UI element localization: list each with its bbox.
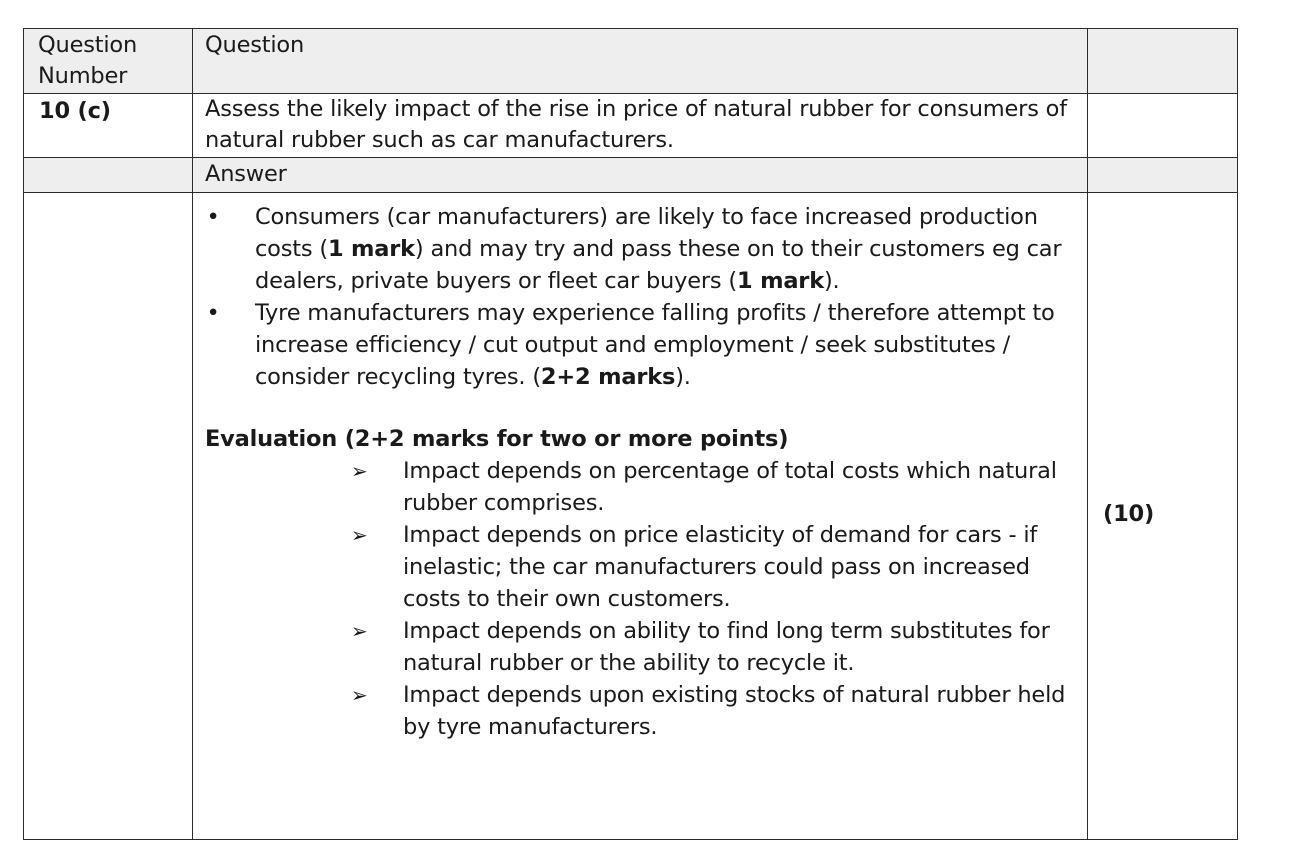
arrow-bullet-icon: ➢ bbox=[351, 619, 368, 643]
bullet-text-fragment: ) and may try and pass these on to their customers eg car dealers, private buyers or fleet car buyers ( bbox=[255, 236, 1062, 294]
header-question-number: Question Number bbox=[38, 32, 138, 89]
answer-marks-cell bbox=[1088, 193, 1238, 840]
question-marks-cell bbox=[1088, 94, 1238, 158]
answer-bullet-text bbox=[255, 300, 1055, 390]
bullet-text-fragment: ). bbox=[675, 364, 691, 390]
header-question-number-cell bbox=[24, 29, 193, 94]
answer-body-cell bbox=[193, 193, 1088, 840]
evaluation-point bbox=[205, 615, 1075, 679]
header-question: Question bbox=[205, 32, 305, 58]
question-row bbox=[24, 94, 1238, 158]
answer-bullet-text bbox=[255, 204, 1061, 294]
evaluation-point bbox=[205, 679, 1075, 743]
bullet-text-fragment: Consumers (car manufacturers) are likely to face increased production costs ( bbox=[255, 204, 1038, 262]
answer-label-marks-cell bbox=[1088, 158, 1238, 193]
evaluation-heading: Evaluation (2+2 marks for two or more points) bbox=[205, 426, 789, 452]
evaluation-point-text: Impact depends upon existing stocks of natural rubber held by tyre manufacturers. bbox=[403, 682, 1066, 740]
evaluation-point-text: Impact depends on price elasticity of demand for cars - if inelastic; the car manufacturers could pass on increased costs to their own customers. bbox=[403, 522, 1038, 612]
mark-scheme-sheet bbox=[23, 28, 1237, 840]
bullet-icon: • bbox=[206, 204, 220, 230]
answer-label-row bbox=[24, 158, 1238, 193]
answer-bullet-list bbox=[205, 201, 1075, 393]
arrow-bullet-icon: ➢ bbox=[351, 459, 368, 483]
bullet-text-fragment: Tyre manufacturers may experience falling profits / therefore attempt to increase efficiency / cut output and employment / seek substitutes / consider recycling tyres. ( bbox=[255, 300, 1055, 390]
mark-allocation: 1 mark bbox=[736, 268, 824, 294]
question-number-cell bbox=[24, 94, 193, 158]
header-marks-cell bbox=[1088, 29, 1238, 94]
answer-bullet-item bbox=[205, 201, 1075, 297]
answer-label: Answer bbox=[205, 161, 287, 187]
question-text: Assess the likely impact of the rise in price of natural rubber for consumers of natural rubber such as car manufacturers. bbox=[205, 96, 1067, 153]
bullet-icon: • bbox=[206, 300, 220, 326]
header-question-cell bbox=[193, 29, 1088, 94]
mark-allocation: 2+2 marks bbox=[540, 364, 676, 390]
arrow-bullet-icon: ➢ bbox=[351, 683, 368, 707]
mark-scheme-table bbox=[23, 28, 1238, 840]
answer-label-cell bbox=[193, 158, 1088, 193]
answer-bullet-item bbox=[205, 297, 1075, 393]
evaluation-point-text: Impact depends on ability to find long term substitutes for natural rubber or the ability to recycle it. bbox=[403, 618, 1050, 676]
evaluation-point bbox=[205, 455, 1075, 519]
question-text-cell bbox=[193, 94, 1088, 158]
bullet-text-fragment: ). bbox=[823, 268, 840, 294]
arrow-bullet-icon: ➢ bbox=[351, 523, 368, 547]
answer-label-empty-cell bbox=[24, 158, 193, 193]
marks-value: (10) bbox=[1103, 501, 1155, 527]
answer-body-row bbox=[24, 193, 1238, 840]
answer-body-empty-cell bbox=[24, 193, 193, 840]
mark-allocation: 1 mark bbox=[327, 236, 415, 262]
question-number: 10 (c) bbox=[39, 98, 111, 124]
header-row bbox=[24, 29, 1238, 94]
evaluation-point-text: Impact depends on percentage of total costs which natural rubber comprises. bbox=[403, 458, 1057, 516]
evaluation-point bbox=[205, 519, 1075, 615]
evaluation-point-list bbox=[205, 455, 1075, 743]
header-marks bbox=[1088, 29, 1237, 30]
